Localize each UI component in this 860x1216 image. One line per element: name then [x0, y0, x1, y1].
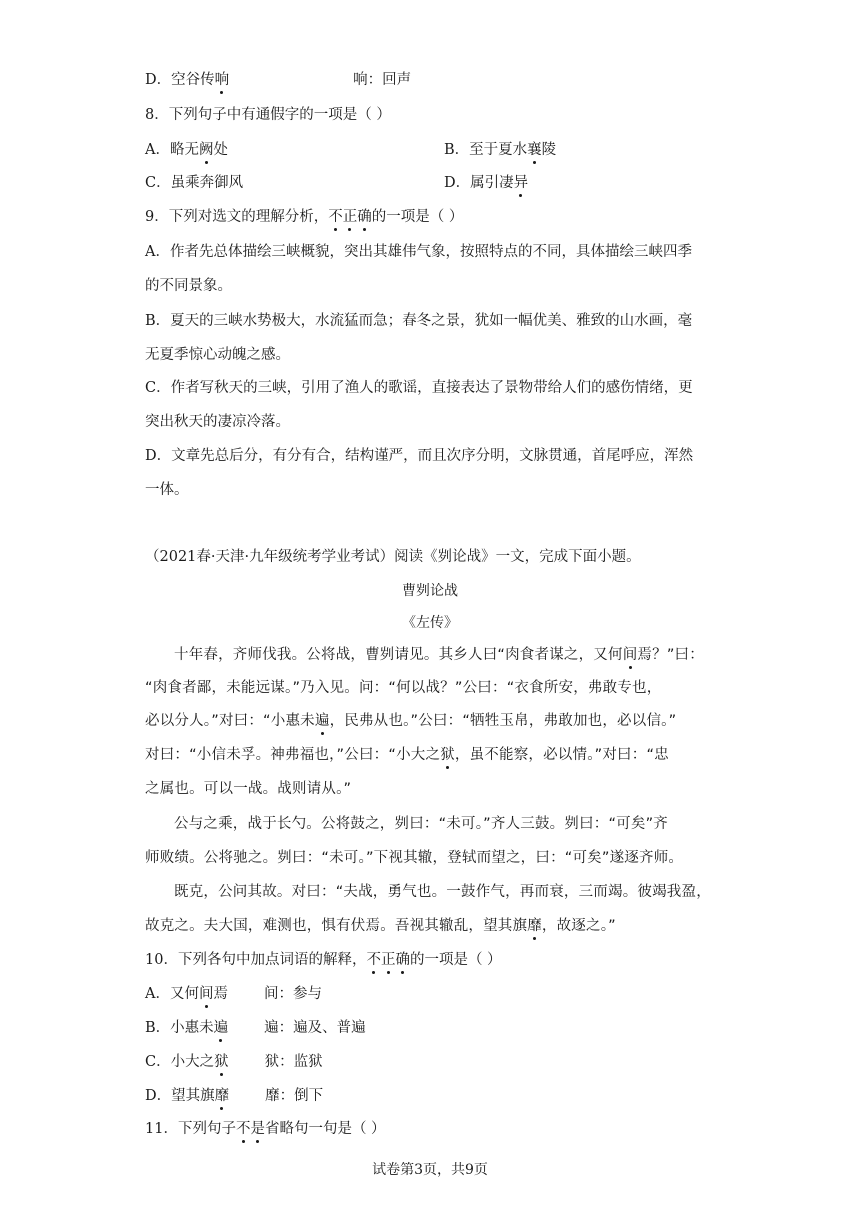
- gloss: 响：回声: [353, 72, 412, 88]
- q9-option-a-line2: 的不同景象。: [145, 278, 232, 294]
- q9-option-d-line2: 一体。: [145, 482, 189, 498]
- q9-option-b-line1: B．夏天的三峡水势极大，水流猛而急；春冬之景，犹如一幅优美、雅致的山水画，毫: [145, 313, 693, 329]
- passage-p1-line4: 对曰：“小信未孚。神弗福也，”公曰：“小大之狱，虽不能察，必以情。”对曰：“忠: [145, 747, 669, 763]
- q8-options-ab: [145, 140, 228, 160]
- q9-option-c-line1: C．作者写秋天的三峡，引用了渔人的歌谣，直接表达了景物带给人们的感伤情绪，更: [145, 380, 693, 396]
- question-stem: 8．下列句子中有通假字的一项是（ ）: [145, 107, 391, 123]
- passage-p1-line5: 之属也。可以一战。战则请从。”: [145, 781, 352, 797]
- passage-p1-line2: “肉食者鄙，未能远谋。”乃入见。问：“何以战？”公曰：“衣食所安，弗敢专也，: [145, 680, 662, 696]
- q8-option-b: B．至于夏水襄陵: [444, 142, 557, 158]
- q9-option-b-line2: 无夏季惊心动魄之感。: [145, 347, 290, 363]
- q10-option-b: B．小惠未遍 遍：遍及、普遍: [145, 1020, 366, 1036]
- q9-option-d-line1: D．文章先总后分，有分有合，结构谨严，而且次序分明，文脉贯通，首尾呼应，浑然: [145, 448, 694, 464]
- passage-p3-line2: 故克之。夫大国，难测也，惧有伏焉。吾视其辙乱，望其旗靡，故逐之。”: [145, 918, 616, 934]
- q10-option-c: C．小大之狱 狱：监狱: [145, 1054, 323, 1070]
- q9-option-a-line1: A．作者先总体描绘三峡概貌，突出其雄伟气象，按照特点的不同，具体描绘三峡四季: [145, 244, 692, 260]
- passage-p3-line1: 既克，公问其故。对曰：“夫战，勇气也。一鼓作气，再而衰，三而竭。彼竭我盈，: [174, 884, 711, 900]
- q8-option-a: A．略无阙处: [145, 142, 228, 158]
- q10-option-d: D．望其旗靡 靡：倒下: [145, 1088, 324, 1104]
- q9-stem: 9．下列对选文的理解分析，不正确的一项是（ ）: [145, 209, 464, 225]
- q8-stem: [145, 105, 391, 125]
- passage-p1-line1: 十年春，齐师伐我。公将战，曹刿请见。其乡人曰“肉食者谋之，又何间焉？”曰：: [174, 647, 704, 663]
- q11-stem: 11．下列句子不是省略句一句是（ ）: [145, 1121, 386, 1137]
- page-footer: 试卷第3页，共9页: [372, 1162, 488, 1178]
- passage-source: （2021春·天津·九年级统考学业考试）阅读《刿论战》一文，完成下面小题。: [145, 549, 641, 565]
- option-text: D．空谷传: [145, 72, 215, 88]
- passage-p2-line2: 师败绩。公将驰之。刿曰：“未可。”下视其辙，登轼而望之，曰：“可矣”遂逐齐师。: [145, 850, 684, 866]
- q9-option-c-line2: 突出秋天的凄凉冷落。: [145, 414, 290, 430]
- dotted-char: 响: [214, 72, 230, 88]
- passage-title: 曹刿论战: [402, 583, 458, 599]
- passage-p1-line3: 必以分人。”对曰：“小惠未遍，民弗从也。”公曰：“牺牲玉帛，弗敢加也，必以信。”: [145, 713, 677, 729]
- q10-option-a: A．又何间焉 间：参与: [145, 986, 322, 1002]
- q8-option-d: D．属引凄异: [444, 175, 529, 191]
- q7-option-d: [145, 70, 411, 90]
- passage-author: 《左传》: [402, 615, 458, 631]
- q8-option-c: C．虽乘奔御风: [145, 175, 244, 191]
- q10-stem: 10．下列各句中加点词语的解释，不正确的一项是（ ）: [145, 952, 502, 968]
- passage-p2-line1: 公与之乘，战于长勺。公将鼓之，刿曰：“未可。”齐人三鼓。刿曰：“可矣”齐: [174, 816, 668, 832]
